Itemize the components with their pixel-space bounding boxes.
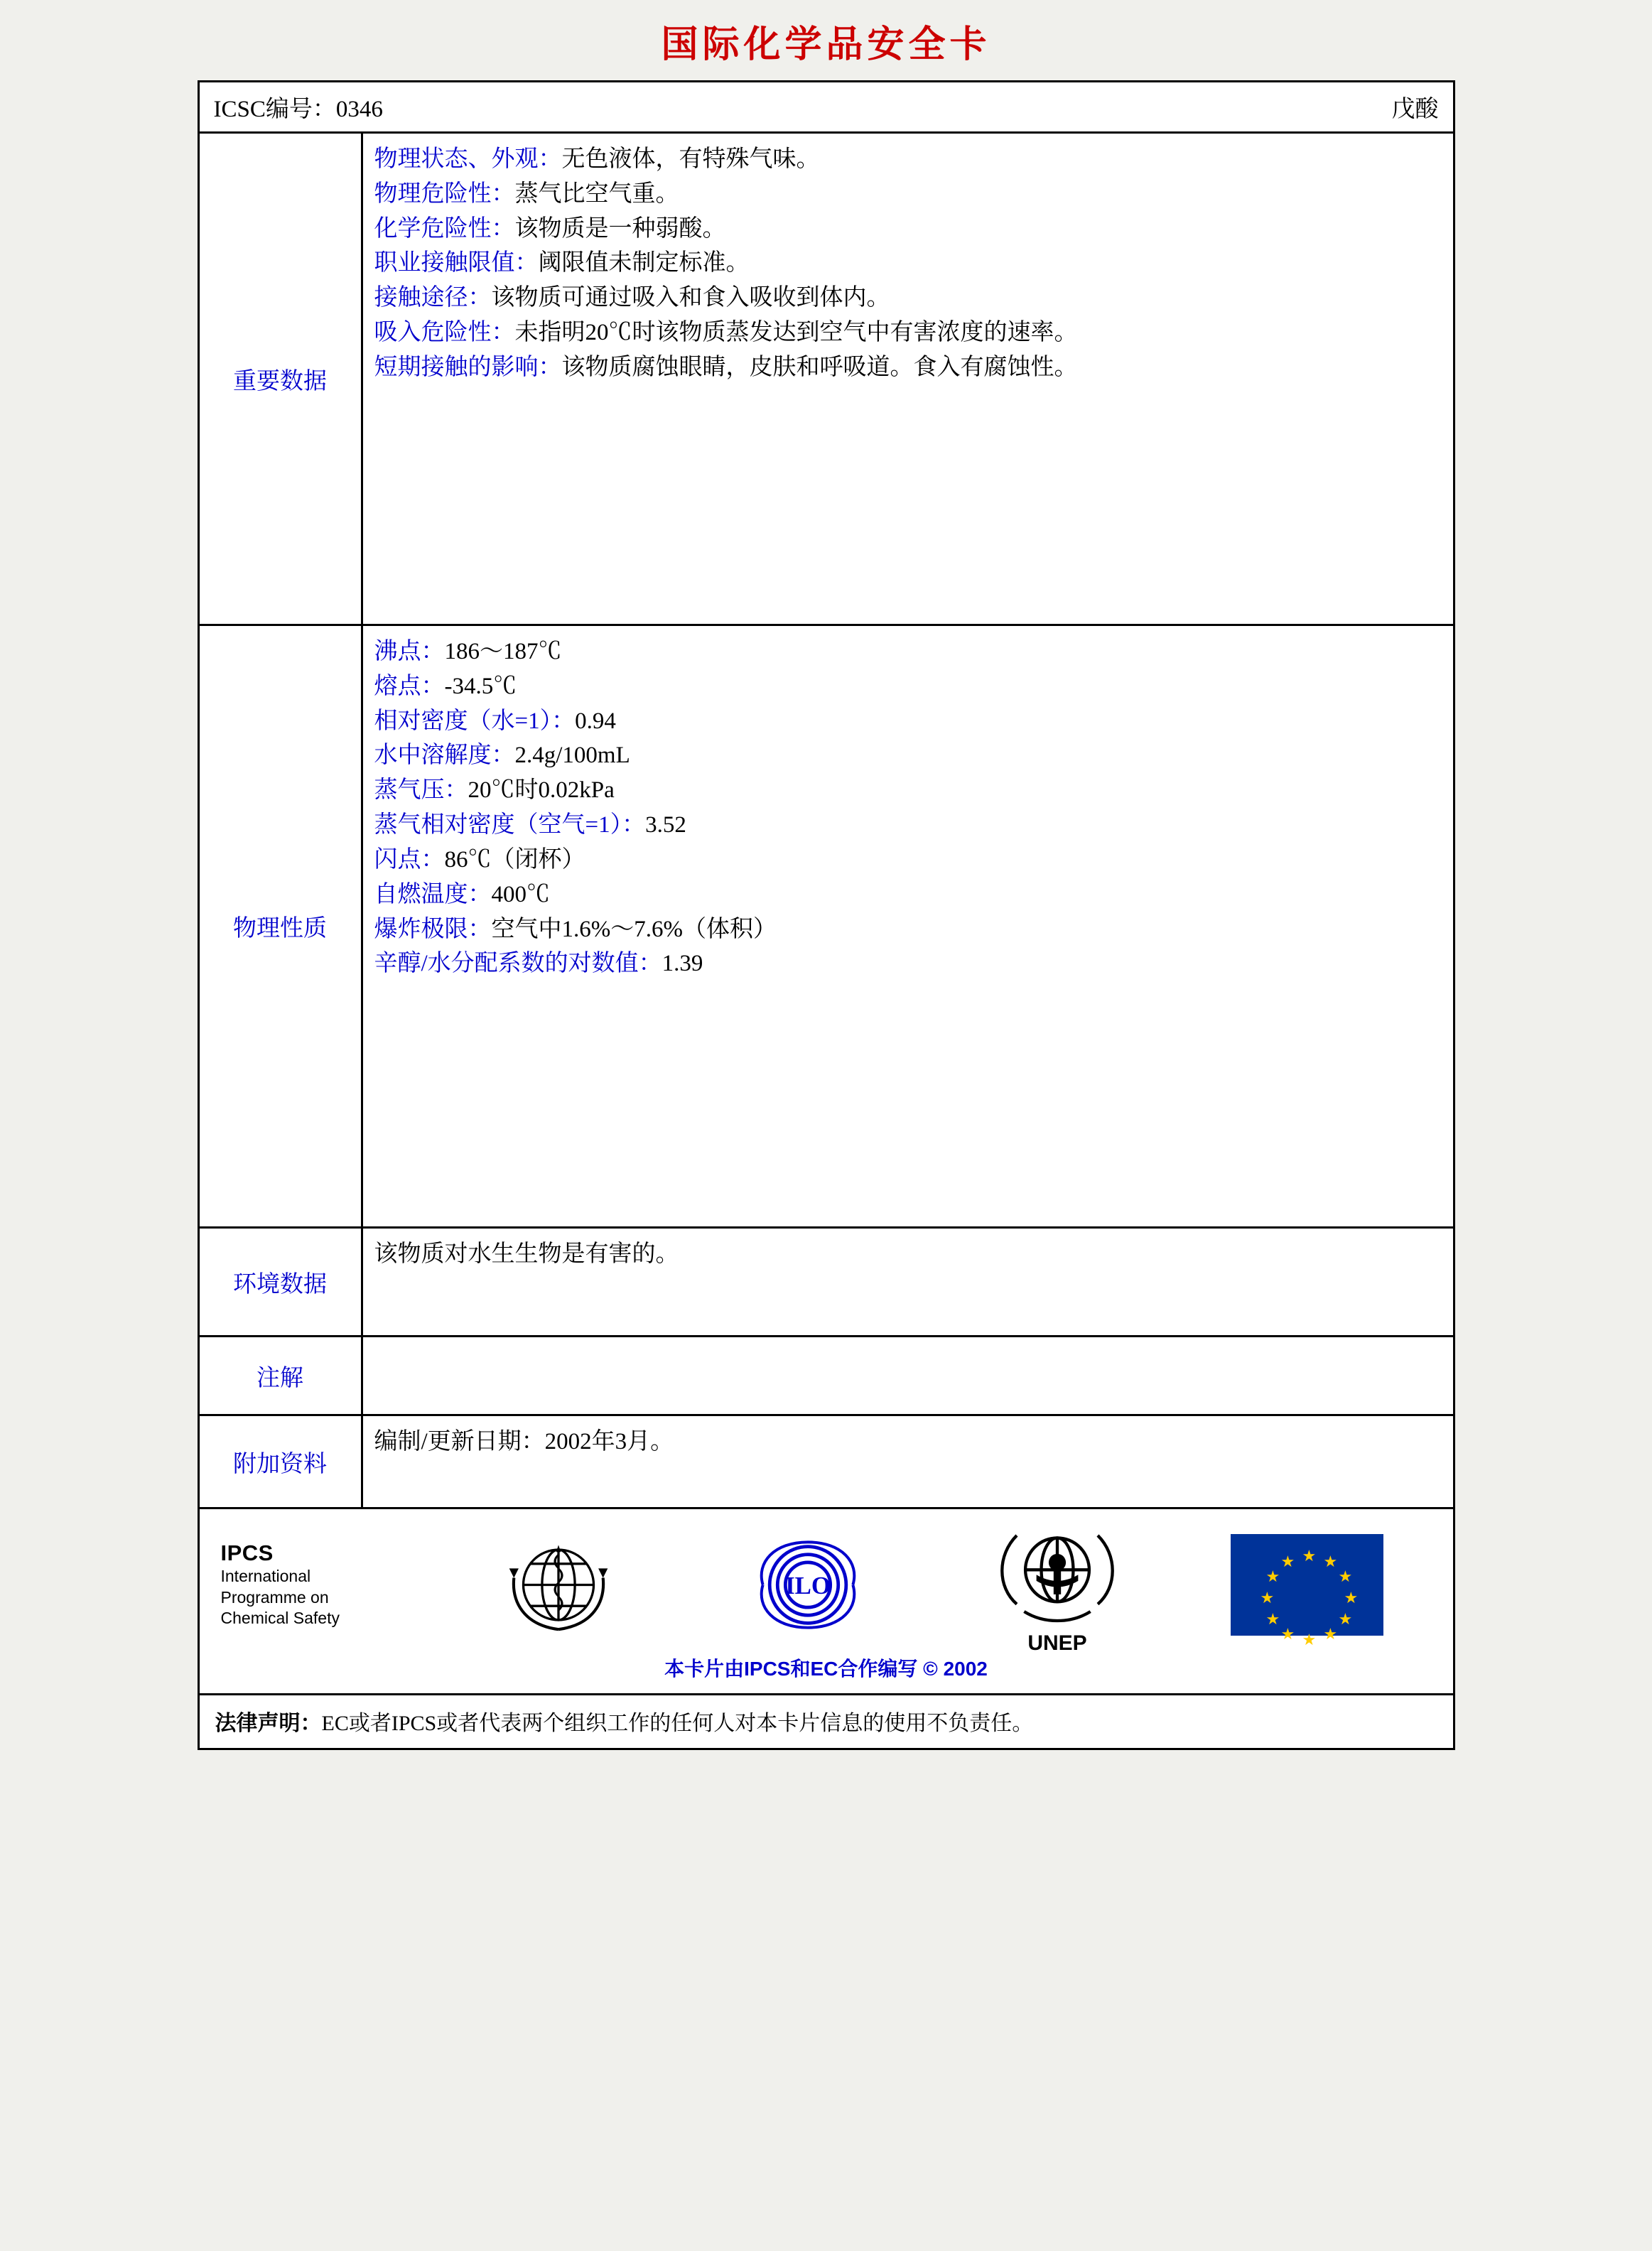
footer bbox=[200, 1509, 1453, 1695]
who-logo-icon bbox=[491, 1526, 626, 1643]
data-key: 短期接触的影响： bbox=[374, 354, 562, 380]
data-value: 2.4g/100mL bbox=[514, 743, 630, 769]
ipcs-title: IPCS bbox=[220, 1540, 274, 1566]
data-line bbox=[374, 142, 1442, 177]
data-key: 沸点： bbox=[374, 639, 445, 664]
data-line bbox=[374, 281, 1442, 315]
section-content-physical-properties bbox=[363, 626, 1453, 1226]
section-notes bbox=[200, 1337, 1453, 1416]
substance-name: 戊酸 bbox=[1391, 97, 1439, 122]
credit-text: 本卡片由IPCS和EC合作编写 © 2002 bbox=[664, 1658, 988, 1680]
legal-label: 法律声明： bbox=[215, 1712, 322, 1735]
section-content-key-data bbox=[363, 134, 1453, 624]
section-label-physical-properties: 物理性质 bbox=[200, 626, 363, 1226]
page-title: 国际化学品安全卡 bbox=[661, 23, 991, 66]
data-line bbox=[374, 350, 1442, 385]
data-line bbox=[374, 773, 1442, 808]
additional-info-text: 编制/更新日期：2002年3月。 bbox=[374, 1429, 674, 1454]
data-key: 熔点： bbox=[374, 673, 445, 699]
data-line bbox=[374, 246, 1442, 281]
data-value: 20℃时0.02kPa bbox=[468, 777, 615, 804]
data-value: 86℃（闭杯） bbox=[444, 846, 585, 873]
legal-text: EC或者IPCS或者代表两个组织工作的任何人对本卡片信息的使用不负责任。 bbox=[321, 1712, 1034, 1735]
data-value: -34.5℃ bbox=[444, 673, 517, 699]
data-line bbox=[374, 177, 1442, 212]
section-label-environmental-data: 环境数据 bbox=[200, 1229, 363, 1335]
section-content-notes bbox=[363, 1337, 1453, 1414]
data-value: 1.39 bbox=[662, 951, 703, 977]
data-key: 接触途径： bbox=[374, 285, 492, 311]
data-key: 吸入危险性： bbox=[374, 320, 515, 346]
section-environmental-data bbox=[200, 1229, 1453, 1337]
data-key: 闪点： bbox=[374, 846, 445, 873]
data-key: 相对密度（水=1）： bbox=[374, 708, 576, 734]
unep-logo-slot bbox=[933, 1515, 1182, 1656]
icsc-number bbox=[214, 90, 383, 124]
data-value: 3.52 bbox=[645, 812, 686, 838]
data-line bbox=[374, 315, 1442, 350]
data-value: 400℃ bbox=[491, 881, 550, 907]
data-value: 该物质是一种弱酸。 bbox=[514, 215, 726, 242]
eu-flag-icon: ★ ★ ★ ★ ★ ★ ★ ★ ★ ★ ★ ★ bbox=[1231, 1534, 1383, 1636]
data-key: 职业接触限值： bbox=[374, 250, 539, 276]
data-line bbox=[374, 635, 1442, 669]
data-line bbox=[374, 808, 1442, 843]
data-key: 辛醇/水分配系数的对数值： bbox=[374, 951, 662, 977]
environment-text: 该物质对水生生物是有害的。 bbox=[374, 1241, 679, 1267]
section-key-data bbox=[200, 134, 1453, 626]
data-key: 物理状态、外观： bbox=[374, 146, 562, 172]
ipcs-line-3: Chemical Safety bbox=[220, 1609, 340, 1628]
data-line bbox=[374, 704, 1442, 739]
data-key: 爆炸极限： bbox=[374, 916, 492, 942]
ilo-logo-icon bbox=[740, 1526, 875, 1643]
data-key: 化学危险性： bbox=[374, 215, 515, 242]
section-label-key-data: 重要数据 bbox=[200, 134, 363, 624]
data-value: 该物质可通过吸入和食入吸收到体内。 bbox=[491, 285, 890, 311]
ipcs-line-1: International bbox=[220, 1567, 311, 1586]
section-physical-properties bbox=[200, 626, 1453, 1229]
data-key: 蒸气相对密度（空气=1）： bbox=[374, 812, 646, 838]
data-key: 蒸气压： bbox=[374, 777, 468, 804]
logo-row bbox=[200, 1519, 1453, 1655]
section-content-environmental-data bbox=[363, 1229, 1453, 1335]
svg-text:ILO: ILO bbox=[785, 1572, 831, 1600]
data-value: 蒸气比空气重。 bbox=[514, 180, 679, 207]
unep-logo-icon bbox=[990, 1515, 1125, 1632]
ilo-logo-slot bbox=[684, 1526, 933, 1643]
data-value: 空气中1.6%～7.6%（体积） bbox=[491, 916, 777, 942]
data-key: 自燃温度： bbox=[374, 881, 492, 907]
section-label-notes: 注解 bbox=[200, 1337, 363, 1414]
data-key: 物理危险性： bbox=[374, 180, 515, 207]
data-line bbox=[374, 669, 1442, 704]
card-header bbox=[200, 82, 1453, 134]
legal-notice bbox=[200, 1695, 1453, 1748]
section-additional-info bbox=[200, 1416, 1453, 1509]
section-content-additional-info bbox=[363, 1416, 1453, 1507]
data-value: 该物质腐蚀眼睛，皮肤和呼吸道。食入有腐蚀性。 bbox=[561, 354, 1078, 380]
data-value: 186～187℃ bbox=[444, 639, 562, 664]
data-line bbox=[374, 878, 1442, 912]
unep-label: UNEP bbox=[1027, 1631, 1087, 1655]
icsc-label: ICSC编号： bbox=[213, 97, 336, 122]
ipcs-line-2: Programme on bbox=[220, 1587, 329, 1607]
data-line bbox=[374, 912, 1442, 947]
data-line bbox=[374, 946, 1442, 981]
safety-card bbox=[198, 80, 1455, 1750]
eu-flag-slot bbox=[1182, 1534, 1432, 1648]
data-value: 阈限值未制定标准。 bbox=[538, 250, 750, 276]
section-label-additional-info: 附加资料 bbox=[200, 1416, 363, 1507]
data-value: 无色液体，有特殊气味。 bbox=[561, 146, 820, 172]
ipcs-block bbox=[221, 1540, 434, 1629]
unep-logo-group bbox=[990, 1515, 1125, 1656]
data-value: 未指明20℃时该物质蒸发达到空气中有害浓度的速率。 bbox=[514, 320, 1078, 346]
who-logo-slot bbox=[434, 1526, 684, 1643]
data-value: 0.94 bbox=[575, 708, 616, 734]
data-line bbox=[374, 843, 1442, 878]
data-line bbox=[374, 212, 1442, 247]
data-key: 水中溶解度： bbox=[374, 743, 515, 769]
data-line bbox=[374, 738, 1442, 773]
icsc-value: 0346 bbox=[335, 97, 383, 122]
